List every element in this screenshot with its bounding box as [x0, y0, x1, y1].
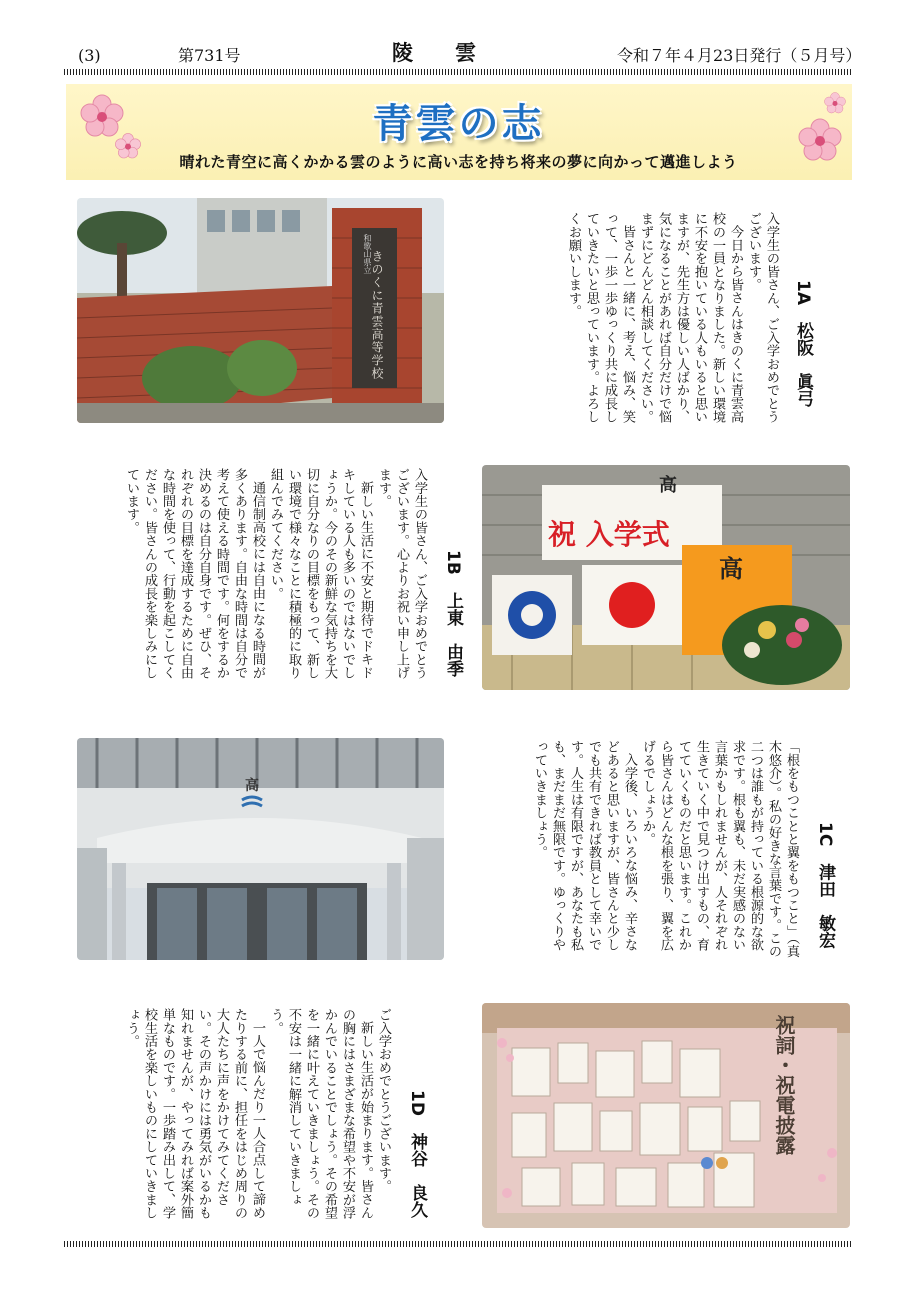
paragraph: 「根をもつことと翼をもつこと」（真木悠介）。私の好きな言葉です。この二つは誰もが持っている根源的な欲求です。根も翼も、未だ実感のない言葉かもしれませんが、人それぞれ生きていく中で見つけ出すもの、育てていくものだと思います。これから皆さんはどんな根を張り、翼を広げるでしょうか。: [640, 740, 799, 958]
teacher-name: 神谷 良久: [407, 1132, 427, 1218]
kou-emblem: 高: [245, 778, 259, 794]
school-entrance-photo: [77, 738, 444, 960]
class-label: 1A: [793, 280, 813, 305]
page-title: 青雲の志: [372, 101, 545, 147]
paragraph: 皆さんと一緒に、考え、悩み、笑って、一歩一歩ゆっくり共に成長していきたいと思っています。よろしくお願いします。: [566, 212, 635, 424]
paragraph: 入学生の皆さん、ご入学おめでとうございます。: [746, 212, 779, 424]
page-subtitle: 晴れた青空に高くかかる雲のように高い志を持ち将来の夢に向かって邁進しよう: [179, 153, 738, 171]
paragraph: 入学後、いろいろな悩み、辛さなどあると思いますが、皆さんと少しでも共有できれば教員として幸いです。人生は有限ですが、あなたも私も、まだまだ無限です。ゆっくりやっていきましょう。: [532, 740, 637, 952]
author-name: [405, 1090, 430, 1240]
paragraph: 新しい生活が始まります。皆さんの胸にはさまざまな希望や不安が浮かんでいることでしょう。その希望を一緒に叶えていきましょう。その不安は一緒に解消していきましょう。: [268, 1008, 373, 1220]
article-body: [92, 1008, 392, 1230]
paragraph: 通信制高校には自由になる時間が多くあります。自由な時間は自分で考えて使える時間です。何をするか決めるのは自分自身です。ぜひ、それぞれの目標を達成するために自由な時間を使って、行動を起こしてください。皆さんの成長を楽しみにしています。: [124, 468, 265, 680]
issue-number: 第731号: [178, 46, 241, 65]
message-board-photo: [482, 1003, 850, 1228]
paragraph: 新しい生活に不安と期待でドキドキしている人も多いのではないでしょうか。今のその新鮮な気持ちを大切に自分なりの目標をもって、新しい環境で様々なことに積極的に取り組んでみてください。: [268, 468, 373, 680]
kou-emblem: 高: [719, 554, 743, 583]
class-label: 1C: [815, 822, 835, 847]
board-title: 祝詞・祝電披露: [772, 1015, 796, 1155]
author-name: [791, 280, 816, 430]
article-body: [500, 740, 800, 962]
ceremony-banner: 祝 入学式: [548, 518, 670, 551]
paragraph: 今日から皆さんはきのくに青雲高校の一員となりました。新しい環境に不安を抱いている人もいると思いますが、先生方は優しい人ばかり、気になることがあれば自分だけで悩まずにどんどん相談してください。: [638, 212, 743, 424]
paper-name: 陵 雲: [392, 40, 476, 65]
paragraph: ご入学おめでとうございます。: [376, 1008, 391, 1193]
teacher-name: 上東 由季: [443, 591, 463, 677]
footer-rule: [64, 1241, 853, 1247]
class-label: 1D: [407, 1090, 427, 1116]
gate-sign: きのくに青雲高等学校: [370, 250, 384, 380]
teacher-name: 津田 敏宏: [815, 863, 835, 949]
header-rule: [64, 69, 853, 75]
author-name: [441, 550, 466, 700]
gate-sign-small: 和歌山県立: [363, 234, 372, 274]
paragraph: 入学生の皆さん、ご入学おめでとうございます。心よりお祝い申し上げます。: [376, 468, 427, 680]
paragraph: 一人で悩んだり一人合点して諦めたりする前に、担任をはじめ周りの大人たちに声をかけてみてください。その声かけには勇気がいるかも知れませんが、やってみれば案外簡単なものです。一歩踏み出して、学校生活を楽しいものにしていきましょう。: [124, 1008, 265, 1220]
kou-emblem: 高: [659, 475, 677, 496]
class-label: 1B: [443, 550, 463, 575]
author-name: [813, 822, 838, 972]
ceremony-banner-text: [548, 513, 670, 553]
article-body: [88, 468, 428, 690]
article-body: [512, 212, 780, 434]
page-number: (3): [78, 46, 101, 65]
school-gate-photo: [77, 198, 444, 423]
issue-date: 令和７年４月23日発行（５月号）: [617, 46, 862, 65]
ceremony-photo: [482, 465, 850, 690]
teacher-name: 松阪 眞弓: [793, 322, 813, 407]
